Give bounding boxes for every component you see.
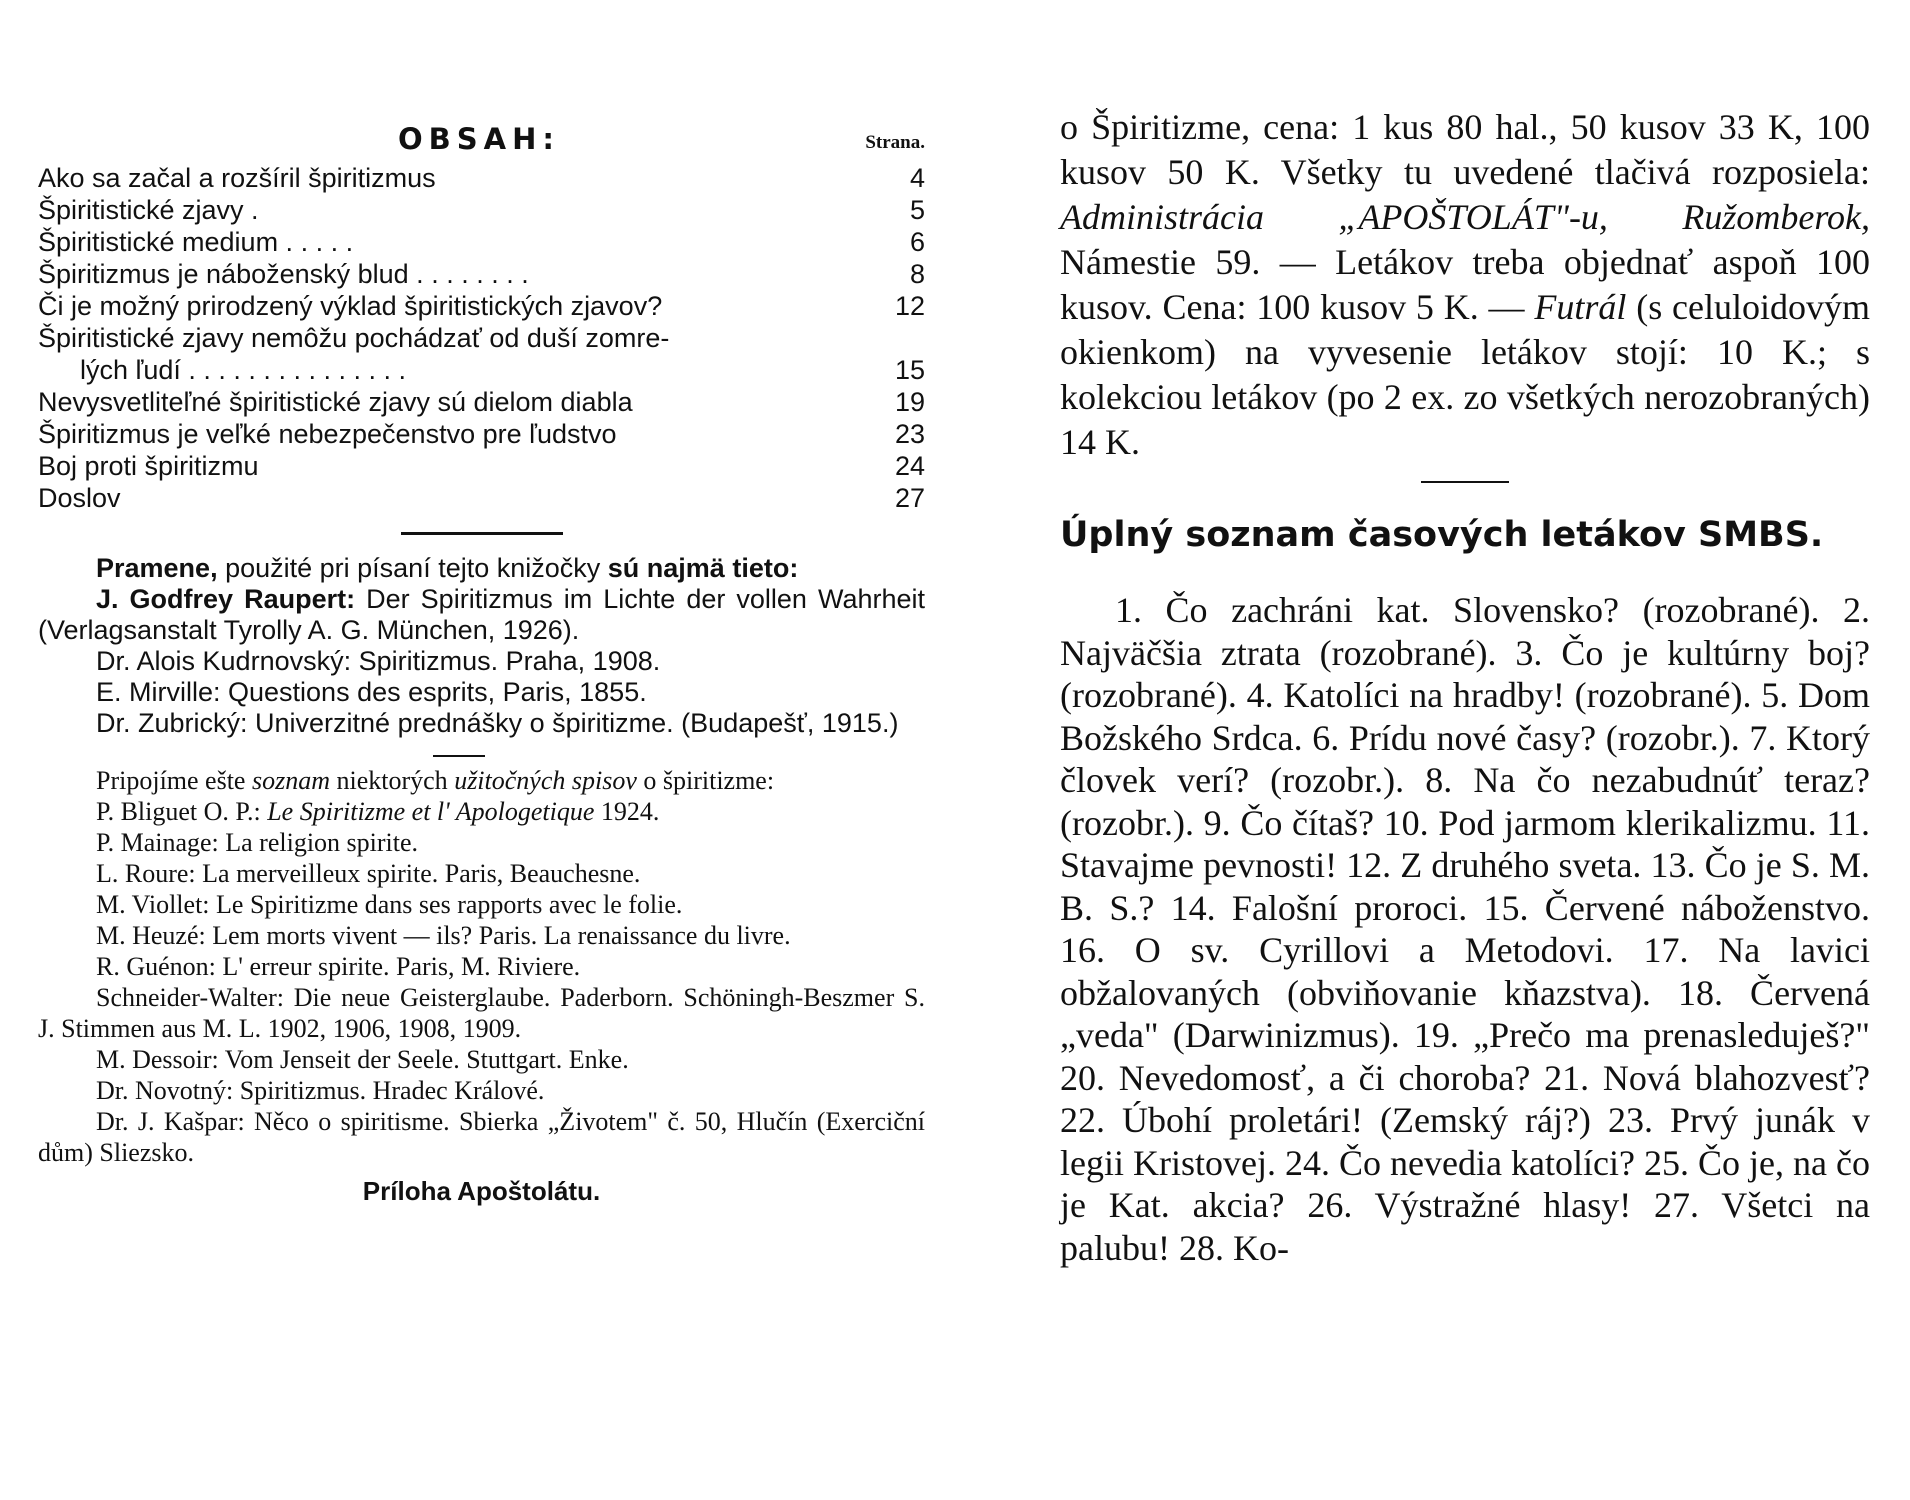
toc-entry [38,290,925,322]
toc-entry [38,386,925,418]
toc-entry-page: 6 [909,227,925,257]
recommended-writings [38,765,925,1168]
toc-entry-title: Ako sa začal a rozšíril špiritizmus [38,163,436,193]
source-entry: E. Mirville: Questions des esprits, Paris, 1855. [96,677,647,707]
toc-header [38,118,925,162]
toc-entry-title: Nevysvetliteľné špiritistické zjavy sú dielom diabla [38,387,633,417]
source-entry: Dr. Alois Kudrnovský: Spiritizmus. Praha, 1908. [96,646,661,676]
toc-entry-page: 23 [894,419,925,449]
sources-section [38,553,925,739]
toc-entry-title: Či je možný prirodzený výklad špiritistických zjavov? [38,291,663,321]
ref-entry: P. Mainage: La religion spirite. [96,828,419,857]
toc-entry [38,226,925,258]
toc-entry [38,194,925,226]
ref-entry: M. Heuzé: Lem morts vivent — ils? Paris. La renaissance du livre. [96,921,791,950]
toc-entry [38,322,925,386]
ref-entry: M. Viollet: Le Spiritizme dans ses rapports avec le folie. [96,890,683,919]
toc-entry-page: 4 [909,163,925,193]
toc-entry-title: Špiritizmus je veľké nebezpečenstvo pre ľudstvo [38,419,617,449]
toc-entry-title: Špiritizmus je náboženský blud . . . . . . . . [38,259,529,289]
toc-entry [38,258,925,290]
toc-entry-title: Špiritistické zjavy nemôžu pochádzať od duší zomre- [38,323,670,353]
ref-entry: Dr. Novotný: Spiritizmus. Hradec Králové. [96,1076,545,1105]
toc-entry-page: 12 [894,291,925,321]
right-page [1040,0,1870,1500]
toc-entry-title: Špiritistické medium . . . . . [38,227,354,257]
source-entry: Dr. Zubrický: Univerzitné prednášky o špiritizme. (Budapešť, 1915.) [96,708,899,738]
toc-entry [38,162,925,194]
toc-entry-page: 8 [909,259,925,289]
toc-entry-page: 27 [894,483,925,513]
ref-entry: Schneider-Walter: Die neue Geisterglaube. Paderborn. Schöningh-Beszmer S. J. Stimmen aus M. L. 1902, 1906, 1908, 1909. [38,983,925,1043]
toc-entry [38,482,925,514]
ref-entry: Dr. J. Kašpar: Něco o spiritisme. Sbierka „Životem" č. 50, Hlučín (Exerciční dům) Sliezsko. [38,1107,925,1167]
toc-entry-page: 15 [894,355,925,385]
toc-entry [38,418,925,450]
toc-entry-title-continued: lých ľudí . . . . . . . . . . . . . . . [80,355,406,385]
section-divider [1421,481,1509,483]
toc-entry-title: Boj proti špiritizmu [38,451,259,481]
toc-entry-page: 5 [909,195,925,225]
toc-entry-title: Špiritistické zjavy . [38,195,259,225]
leaflet-list-heading: Úplný soznam časových letákov SMBS. [1060,515,1824,555]
refs-intro: Pripojíme ešte soznam niektorých užitočných spisov o špiritizme: [96,766,775,795]
page-footer: Príloha Apoštolátu. [362,1176,601,1206]
toc-entry-title: Doslov [38,483,121,513]
ordering-paragraph: o Špiritizme, cena: 1 kus 80 hal., 50 kusov 33 K, 100 kusov 50 K. Všetky tu uvedené tlačivá rozposiela: Administrácia „APOŠTOLÁT"-u, Ružomberok, Námestie 59. — Letákov treba objednať aspoň 100 kusov. Cena: 100 kusov 5 K. — Futrál (s celuloidovým okienkom) na vyvesenie letákov stojí: 10 K.; s kolekciou letákov (po 2 ex. zo všetkých nerozobraných) 14 K. [1060,107,1870,462]
ref-entry: P. Bliguet O. P.: Le Spiritizme et l' Apologetique 1924. [96,797,660,826]
toc-entry-page: 19 [894,387,925,417]
leaflet-list: 1. Čo zachráni kat. Slovensko? (rozobrané). 2. Najväčšia ztrata (rozobrané). 3. Čo je kultúrny boj? (rozobrané). 4. Katolíci na hradby! (rozobrané). 5. Dom Božského Srdca. 6. Prídu nové časy? (rozobr.). 7. Ktorý človek verí? (rozobr.). 8. Na čo nezabudnúť teraz? (rozobr.). 9. Čo čítaš? 10. Pod jarmom klerikalizmu. 11. Stavajme pevnosti! 12. Z druhého sveta. 13. Čo je S. M. B. S.? 14. Falošní proroci. 15. Červené náboženstvo. 16. O sv. Cyrillovi a Metodovi. 17. Na lavici obžalovaných (obviňovanie kňazstva). 18. Červená „veda" (Darwinizmus). 19. „Prečo ma prenasleduješ?" 20. Nevedomosť, a či choroba? 21. Nová blahozvesť? 22. Úbohí proletári! (Zemský ráj?) 23. Prvý junák v legii Kristovej. 24. Čo nevedia katolíci? 25. Čo je, na čo je Kat. akcia? 26. Výstražné hlasy! 27. Všetci na palubu! 28. Ko- [1060,590,1870,1268]
ref-entry: R. Guénon: L' erreur spirite. Paris, M. Riviere. [96,952,581,981]
toc-title: OBSAH: [398,122,560,156]
toc-page-label: Strana. [865,132,925,153]
source-entry: J. Godfrey Raupert: Der Spiritizmus im Lichte der vollen Wahrheit (Verlagsanstalt Tyrolly A. G. München, 1926). [38,584,925,645]
toc-entry [38,450,925,482]
section-divider [433,755,485,757]
toc-entry-page: 24 [894,451,925,481]
ordering-info [1060,105,1870,465]
ref-entry: M. Dessoir: Vom Jenseit der Seele. Stuttgart. Enke. [96,1045,629,1074]
table-of-contents [38,162,925,514]
sources-intro: Pramene, použité pri písaní tejto knižočky sú najmä tieto: [96,553,799,583]
section-divider [401,532,563,535]
ref-entry: L. Roure: La merveilleux spirite. Paris, Beauchesne. [96,859,641,888]
